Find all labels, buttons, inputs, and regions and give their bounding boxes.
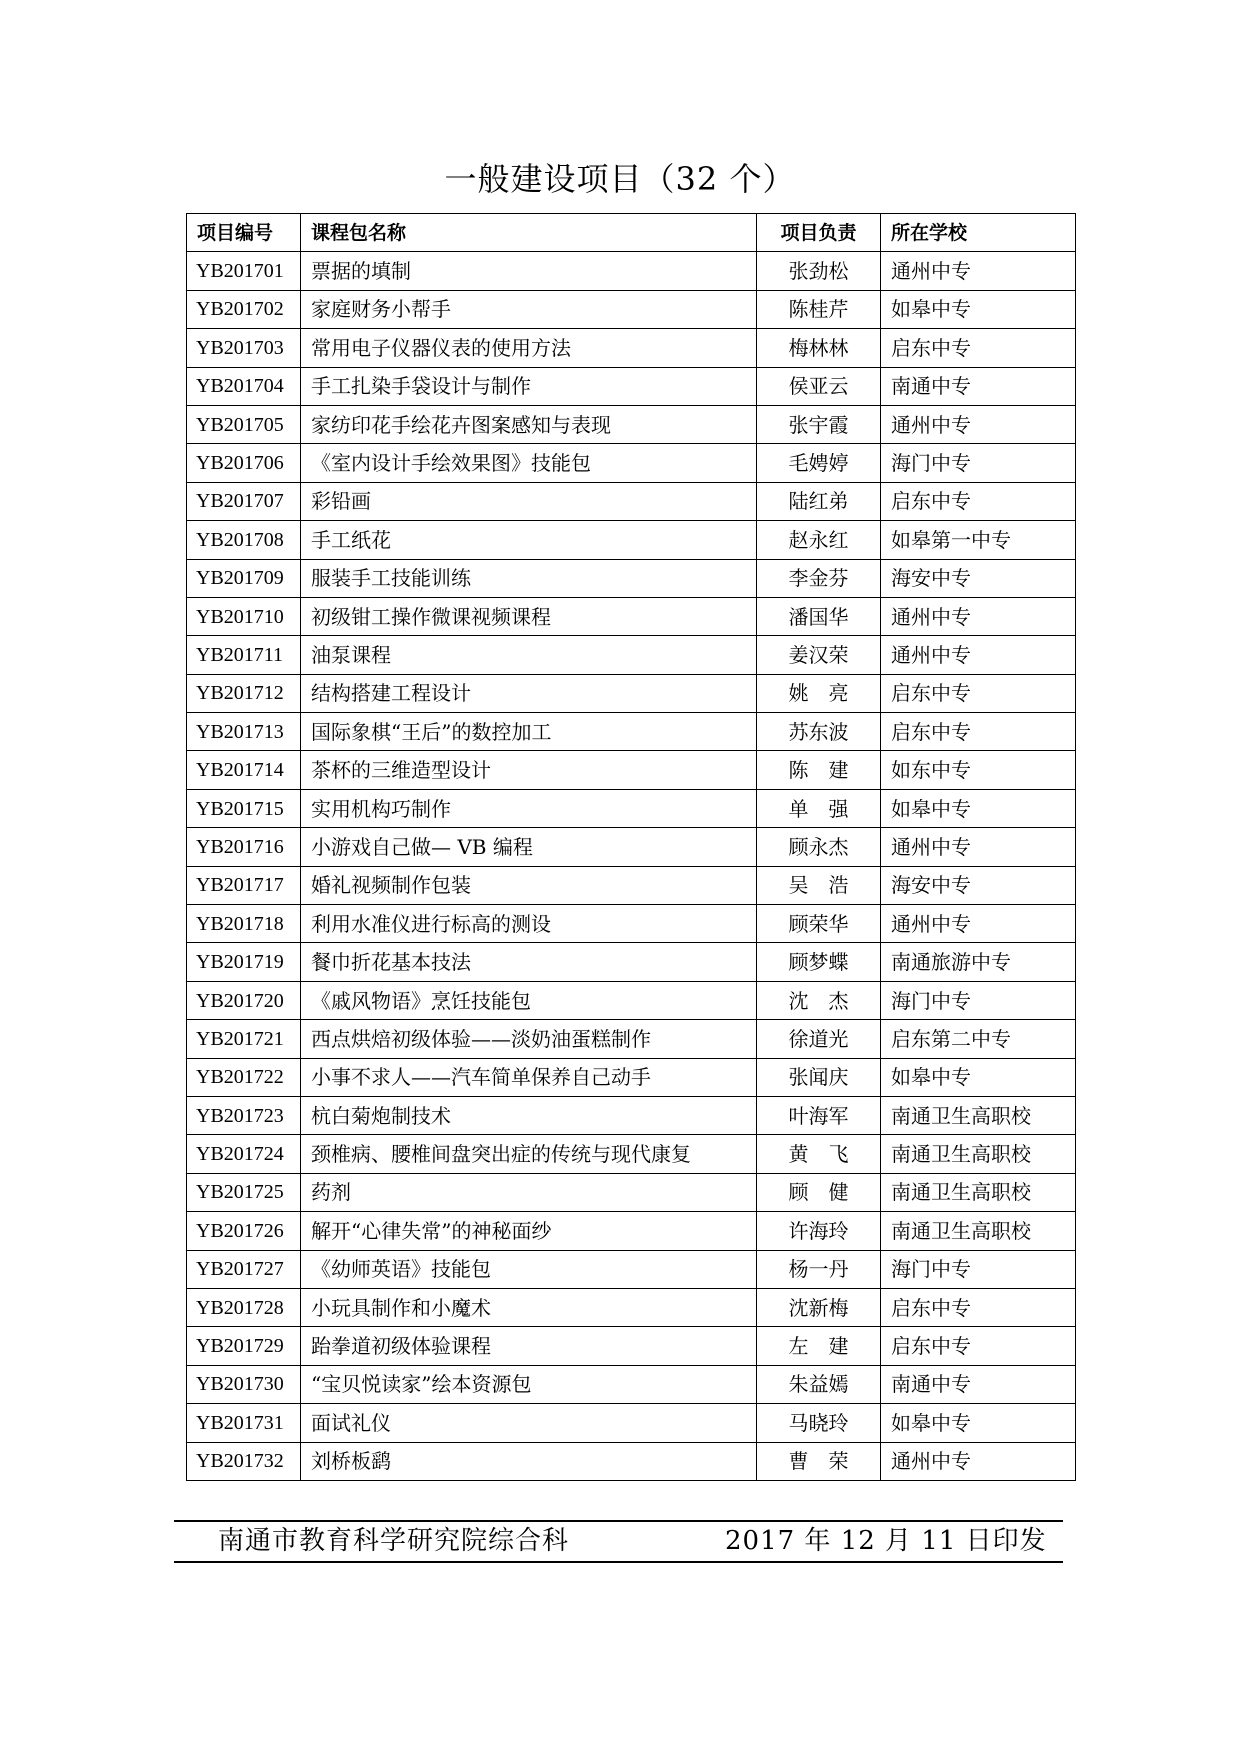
cell-course-name: 手工纸花 (301, 521, 757, 559)
cell-course-name: 餐巾折花基本技法 (301, 943, 757, 981)
cell-school: 海安中专 (881, 866, 1076, 904)
cell-code: YB201716 (187, 828, 301, 866)
table-row (187, 1327, 1076, 1365)
cell-leader: 陈桂芹 (757, 290, 881, 328)
cell-leader: 顾荣华 (757, 905, 881, 943)
cell-course-name: 西点烘焙初级体验——淡奶油蛋糕制作 (301, 1020, 757, 1058)
cell-school: 南通卫生高职校 (881, 1096, 1076, 1134)
table-row (187, 1250, 1076, 1288)
cell-code: YB201705 (187, 405, 301, 443)
cell-leader: 毛娉婷 (757, 444, 881, 482)
cell-course-name: 杭白菊炮制技术 (301, 1096, 757, 1134)
cell-code: YB201718 (187, 905, 301, 943)
table-row (187, 1058, 1076, 1096)
cell-leader: 朱益嫣 (757, 1365, 881, 1403)
cell-school: 启东中专 (881, 713, 1076, 751)
header-leader: 项目负责 (757, 214, 881, 252)
table-row (187, 1442, 1076, 1480)
cell-school: 通州中专 (881, 252, 1076, 290)
cell-school: 海门中专 (881, 1250, 1076, 1288)
cell-leader: 苏东波 (757, 713, 881, 751)
cell-course-name: 小事不求人——汽车简单保养自己动手 (301, 1058, 757, 1096)
table-row (187, 751, 1076, 789)
table-row (187, 674, 1076, 712)
cell-code: YB201710 (187, 597, 301, 635)
cell-course-name: 茶杯的三维造型设计 (301, 751, 757, 789)
cell-code: YB201707 (187, 482, 301, 520)
cell-school: 海门中专 (881, 444, 1076, 482)
table-body (187, 252, 1076, 1481)
cell-course-name: 常用电子仪器仪表的使用方法 (301, 329, 757, 367)
cell-leader: 左 建 (757, 1327, 881, 1365)
table-row (187, 636, 1076, 674)
cell-school: 通州中专 (881, 636, 1076, 674)
cell-code: YB201720 (187, 981, 301, 1019)
cell-course-name: 实用机构巧制作 (301, 789, 757, 827)
header-code: 项目编号 (187, 214, 301, 252)
cell-code: YB201728 (187, 1288, 301, 1326)
table-row (187, 1212, 1076, 1250)
footer-org: 南通市教育科学研究院综合科 (218, 1526, 570, 1556)
cell-code: YB201726 (187, 1212, 301, 1250)
cell-code: YB201717 (187, 866, 301, 904)
cell-course-name: 药剂 (301, 1173, 757, 1211)
cell-code: YB201725 (187, 1173, 301, 1211)
cell-school: 如皋中专 (881, 1404, 1076, 1442)
cell-school: 启东中专 (881, 329, 1076, 367)
table-header-row (187, 214, 1076, 252)
cell-leader: 张宇霞 (757, 405, 881, 443)
cell-course-name: 刘桥板鹞 (301, 1442, 757, 1480)
cell-leader: 徐道光 (757, 1020, 881, 1058)
cell-code: YB201706 (187, 444, 301, 482)
cell-leader: 沈 杰 (757, 981, 881, 1019)
cell-leader: 陈 建 (757, 751, 881, 789)
cell-leader: 单 强 (757, 789, 881, 827)
table-row (187, 981, 1076, 1019)
table-row (187, 828, 1076, 866)
cell-course-name: 利用水准仪进行标高的测设 (301, 905, 757, 943)
cell-leader: 杨一丹 (757, 1250, 881, 1288)
cell-school: 南通卫生高职校 (881, 1173, 1076, 1211)
table-row (187, 789, 1076, 827)
cell-school: 南通旅游中专 (881, 943, 1076, 981)
table-row (187, 713, 1076, 751)
cell-code: YB201711 (187, 636, 301, 674)
cell-course-name: 跆拳道初级体验课程 (301, 1327, 757, 1365)
cell-school: 启东中专 (881, 674, 1076, 712)
table-row (187, 905, 1076, 943)
cell-course-name: 国际象棋“王后”的数控加工 (301, 713, 757, 751)
cell-code: YB201721 (187, 1020, 301, 1058)
cell-course-name: 解开“心律失常”的神秘面纱 (301, 1212, 757, 1250)
cell-school: 通州中专 (881, 1442, 1076, 1480)
cell-leader: 许海玲 (757, 1212, 881, 1250)
cell-leader: 侯亚云 (757, 367, 881, 405)
cell-leader: 黄 飞 (757, 1135, 881, 1173)
cell-school: 通州中专 (881, 597, 1076, 635)
cell-code: YB201724 (187, 1135, 301, 1173)
cell-leader: 姜汉荣 (757, 636, 881, 674)
projects-table (186, 213, 1076, 1481)
header-name: 课程包名称 (301, 214, 757, 252)
cell-course-name: “宝贝悦读家”绘本资源包 (301, 1365, 757, 1403)
cell-course-name: 家庭财务小帮手 (301, 290, 757, 328)
cell-course-name: 《室内设计手绘效果图》技能包 (301, 444, 757, 482)
table-row (187, 597, 1076, 635)
table-row (187, 252, 1076, 290)
cell-leader: 曹 荣 (757, 1442, 881, 1480)
cell-code: YB201715 (187, 789, 301, 827)
footer-date: 2017 年 12 月 11 日印发 (725, 1526, 1047, 1556)
cell-code: YB201730 (187, 1365, 301, 1403)
cell-school: 如皋中专 (881, 789, 1076, 827)
table-row (187, 405, 1076, 443)
cell-course-name: 小游戏自己做— VB 编程 (301, 828, 757, 866)
cell-code: YB201732 (187, 1442, 301, 1480)
table-row (187, 521, 1076, 559)
cell-code: YB201722 (187, 1058, 301, 1096)
cell-course-name: 《幼师英语》技能包 (301, 1250, 757, 1288)
cell-school: 通州中专 (881, 828, 1076, 866)
table-row (187, 444, 1076, 482)
cell-code: YB201714 (187, 751, 301, 789)
cell-leader: 梅林林 (757, 329, 881, 367)
cell-school: 通州中专 (881, 405, 1076, 443)
table-row (187, 943, 1076, 981)
cell-code: YB201704 (187, 367, 301, 405)
cell-leader: 潘国华 (757, 597, 881, 635)
header-school: 所在学校 (881, 214, 1076, 252)
table-row (187, 1288, 1076, 1326)
table-row (187, 866, 1076, 904)
table-row (187, 482, 1076, 520)
table-row (187, 559, 1076, 597)
cell-code: YB201731 (187, 1404, 301, 1442)
cell-code: YB201709 (187, 559, 301, 597)
cell-leader: 顾梦蝶 (757, 943, 881, 981)
cell-code: YB201719 (187, 943, 301, 981)
cell-school: 南通卫生高职校 (881, 1135, 1076, 1173)
footer-rule-top (174, 1520, 1063, 1522)
cell-code: YB201713 (187, 713, 301, 751)
cell-leader: 沈新梅 (757, 1288, 881, 1326)
cell-school: 启东第二中专 (881, 1020, 1076, 1058)
cell-course-name: 颈椎病、腰椎间盘突出症的传统与现代康复 (301, 1135, 757, 1173)
cell-course-name: 初级钳工操作微课视频课程 (301, 597, 757, 635)
cell-course-name: 《戚风物语》烹饪技能包 (301, 981, 757, 1019)
cell-school: 启东中专 (881, 1288, 1076, 1326)
cell-course-name: 家纺印花手绘花卉图案感知与表现 (301, 405, 757, 443)
cell-leader: 马晓玲 (757, 1404, 881, 1442)
cell-school: 通州中专 (881, 905, 1076, 943)
table-row (187, 1365, 1076, 1403)
cell-school: 如东中专 (881, 751, 1076, 789)
table-row (187, 290, 1076, 328)
cell-course-name: 婚礼视频制作包装 (301, 866, 757, 904)
cell-course-name: 票据的填制 (301, 252, 757, 290)
cell-code: YB201723 (187, 1096, 301, 1134)
cell-leader: 李金芬 (757, 559, 881, 597)
table-row (187, 329, 1076, 367)
page-title: 一般建设项目（32 个） (444, 160, 796, 198)
table-row (187, 1404, 1076, 1442)
cell-code: YB201701 (187, 252, 301, 290)
cell-school: 如皋第一中专 (881, 521, 1076, 559)
table-row (187, 1135, 1076, 1173)
cell-course-name: 面试礼仪 (301, 1404, 757, 1442)
cell-school: 如皋中专 (881, 290, 1076, 328)
table-row (187, 1020, 1076, 1058)
cell-leader: 姚 亮 (757, 674, 881, 712)
cell-school: 南通中专 (881, 367, 1076, 405)
cell-leader: 张劲松 (757, 252, 881, 290)
cell-leader: 陆红弟 (757, 482, 881, 520)
cell-code: YB201702 (187, 290, 301, 328)
cell-leader: 叶海军 (757, 1096, 881, 1134)
cell-course-name: 彩铅画 (301, 482, 757, 520)
cell-leader: 赵永红 (757, 521, 881, 559)
table-row (187, 1173, 1076, 1211)
cell-leader: 吴 浩 (757, 866, 881, 904)
table-row (187, 367, 1076, 405)
cell-school: 海安中专 (881, 559, 1076, 597)
cell-course-name: 小玩具制作和小魔术 (301, 1288, 757, 1326)
cell-code: YB201727 (187, 1250, 301, 1288)
footer-rule-bottom (174, 1561, 1063, 1563)
cell-school: 启东中专 (881, 482, 1076, 520)
cell-leader: 顾 健 (757, 1173, 881, 1211)
cell-school: 南通卫生高职校 (881, 1212, 1076, 1250)
cell-course-name: 油泵课程 (301, 636, 757, 674)
table-row (187, 1096, 1076, 1134)
cell-school: 海门中专 (881, 981, 1076, 1019)
cell-leader: 张闻庆 (757, 1058, 881, 1096)
cell-school: 南通中专 (881, 1365, 1076, 1403)
cell-course-name: 服装手工技能训练 (301, 559, 757, 597)
cell-course-name: 手工扎染手袋设计与制作 (301, 367, 757, 405)
cell-school: 启东中专 (881, 1327, 1076, 1365)
cell-code: YB201712 (187, 674, 301, 712)
cell-code: YB201729 (187, 1327, 301, 1365)
cell-code: YB201703 (187, 329, 301, 367)
cell-leader: 顾永杰 (757, 828, 881, 866)
cell-school: 如皋中专 (881, 1058, 1076, 1096)
cell-course-name: 结构搭建工程设计 (301, 674, 757, 712)
cell-code: YB201708 (187, 521, 301, 559)
